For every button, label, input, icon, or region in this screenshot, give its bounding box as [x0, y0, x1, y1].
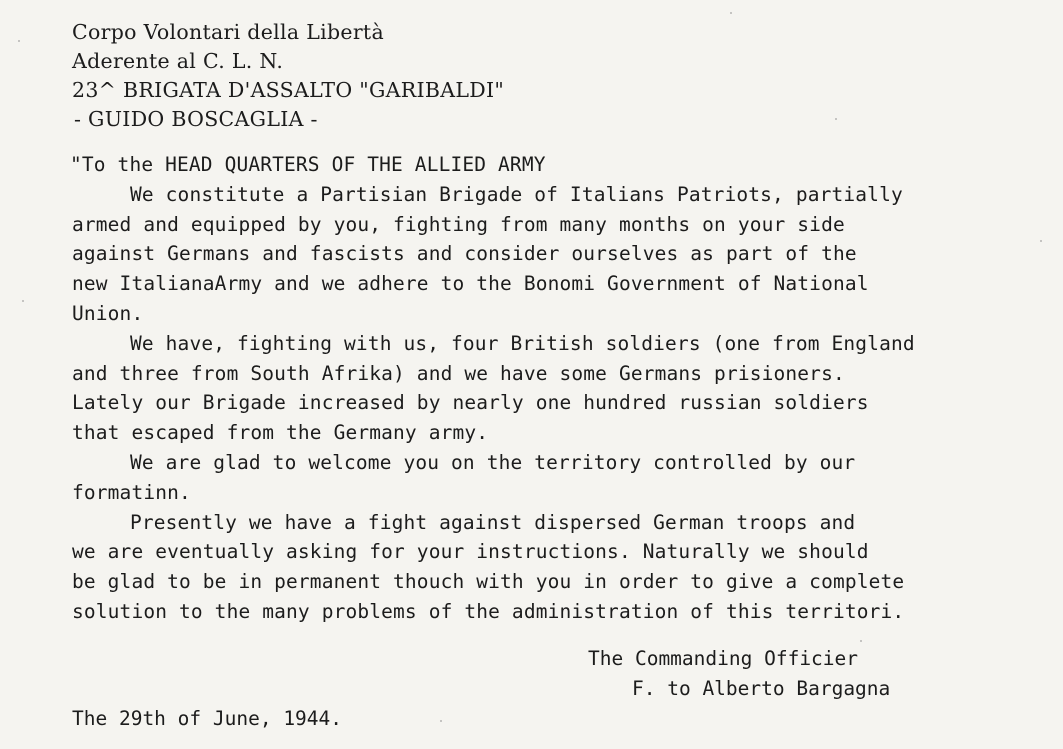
letter-line: we are eventually asking for your instructions. Naturally we should — [72, 540, 869, 564]
brigade-subtitle: - GUIDO BOSCAGLIA - — [74, 107, 318, 131]
scan-speck — [860, 640, 862, 642]
letter-line: We have, fighting with us, four British soldiers (one from England — [130, 331, 915, 355]
scan-speck — [835, 118, 837, 120]
letter-line: solution to the many problems of the administration of this territori. — [72, 599, 905, 623]
letter-line: against Germans and fascists and consider ourselves as part of the — [72, 242, 857, 266]
organization-name: Corpo Volontari della Libertà — [72, 20, 384, 44]
letter-line: We are glad to welcome you on the territory controlled by our — [130, 450, 856, 474]
signature-title: The Commanding Officier — [588, 647, 859, 670]
scan-speck — [18, 40, 20, 42]
letter-line: and three from South Afrika) and we have some Germans prisioners. — [72, 361, 845, 385]
letter-line: formatinn. — [72, 480, 191, 504]
scan-speck — [22, 300, 24, 302]
scan-speck — [730, 12, 732, 14]
letter-body — [72, 150, 1032, 627]
letter-line: Union. — [72, 301, 144, 325]
letterhead — [72, 18, 504, 134]
brigade-name: 23^ BRIGATA D'ASSALTO "GARIBALDI" — [72, 78, 505, 102]
letter-line: Presently we have a fight against dispersed German troops and — [130, 510, 856, 534]
scan-speck — [440, 720, 442, 722]
letter-line: be glad to be in permanent thouch with you in order to give a complete — [72, 570, 905, 594]
letter-line: new ItalianaArmy and we adhere to the Bonomi Government of National — [72, 272, 869, 296]
letter-line: that escaped from the Germany army. — [72, 421, 489, 445]
signature-name: F. to Alberto Bargagna — [632, 677, 891, 700]
letter-date: The 29th of June, 1944. — [72, 707, 343, 730]
scan-speck — [1040, 240, 1042, 242]
letter-greeting: "To the HEAD QUARTERS OF THE ALLIED ARMY — [70, 153, 546, 176]
letter-line: Lately our Brigade increased by nearly one hundred russian soldiers — [72, 391, 869, 415]
affiliation: Aderente al C. L. N. — [72, 49, 284, 73]
letter-line: We constitute a Partisian Brigade of Italians Patriots, partially — [130, 182, 903, 206]
letter-line: armed and equipped by you, fighting from many months on your side — [72, 212, 845, 236]
